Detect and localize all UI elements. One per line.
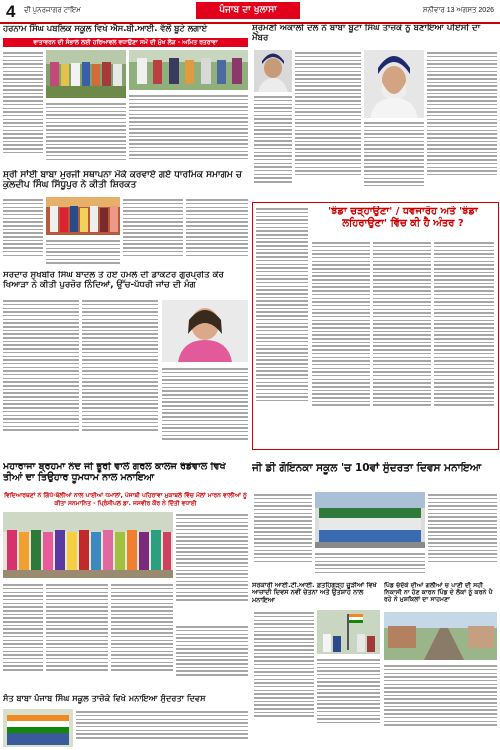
headline-sant-baba: ਸੰਤ ਬਾਬਾ ਪੰਜਾਬ ਸਿੰਘ ਸਕੂਲ ਤਾਜ਼ੋਕੇ ਵਿਖੇ ਮਨਾਇਆ ਸੁੰਦਰਤਾ ਦਿਵਸ (3, 694, 206, 703)
body-text-column (295, 50, 361, 200)
body-text-column (312, 240, 370, 444)
body-text-column (317, 657, 380, 740)
body-text-column (254, 610, 314, 740)
body-text-column (315, 551, 425, 578)
body-text-column (162, 366, 248, 458)
body-text-column (82, 298, 158, 458)
paper-name: ਦੀ ਪੁਨਰਜਾਗਰ ਟਾਇਮ (24, 7, 81, 14)
body-text-column (123, 197, 183, 267)
body-text-column (176, 624, 248, 690)
body-text-column (427, 50, 497, 200)
subhead-school-plantation: ਵਾਤਾਵਰਨ ਦੀ ਸੰਭਾਲ ਲਈ ਹਰਿਆਵਲ ਵਧਾਉਣਾ ਸਮੇਂ ਦੀ ਮੁੱਖ ਲੋੜ - ਅਮਿਤ ਰਤਰਾਵਾ (3, 38, 248, 47)
headline-jhanda: 'ਝੰਡਾ ਚੜ੍ਹਾਉਣਾ' / ਧਵਜਾਰੋਹ ਅਤੇ 'ਝੰਡਾ ਲਹਿਰਾਉਣਾ' ਵਿੱਚ ਕੀ ਹੈ ਅੰਤਰ ? (328, 206, 478, 229)
body-text-column (254, 492, 312, 578)
body-text-column (373, 240, 431, 444)
body-text-column (3, 298, 79, 458)
body-text-column (176, 512, 248, 620)
body-text-column (364, 120, 424, 200)
body-text-column (428, 492, 497, 578)
body-text-column (434, 240, 494, 444)
headline-govt-iti: ਸਰਕਾਰੀ ਆਈ.ਟੀ.ਆਈ. ਫ਼ਤਹਿਗੜ੍ਹ ਚੂੜੀਆਂ ਵਿਖੇ ਆਜ਼ਾਦੀ ਦਿਵਸ ਨਵੀਂ ਚੇਤਨਾ ਅਤੇ ਉਤਸ਼ਾਹ ਨਾਲ ਮਨਾਇਆ (252, 582, 377, 604)
headline-samagam: ਸ਼੍ਰੀ ਸਾਂਈ ਬਾਬਾ ਮੁਰਜੀ ਸਥਾਪਨਾ ਮੌਕੇ ਕਰਵਾਏ ਗਏ ਧਾਰਮਿਕ ਸਮਾਗਮ ਚ ਕੁਲਦੀਪ ਸਿੰਘ ਸਿੱਧੂਪੁਰ ਨੇ ਕੀਤੀ ਸ਼ਿਰਕਤ (3, 170, 243, 191)
headline-badal: ਸਰਦਾਰ ਸੁਖਬੀਰ ਸਿੰਘ ਬਾਦਲ ਤੇ ਹੋਏ ਹਮਲੇ ਦੀ ਡਾਕਟਰ ਗੁਰਪ੍ਰੀਤ ਕੌਰ ਖਿਆੜਾ ਨੇ ਕੀਤੀ ਪੁਰਜ਼ੋਰ ਨਿੰਦਿਆਂ, ਉੱਚ-ਪੱਧਰੀ ਜਾਂਚ ਦੀ ਮੰਗ (3, 271, 224, 290)
body-text-column (3, 197, 43, 267)
headline-drain: ਪਿੰਡ ਚੰਦੋਕੇ ਦੀਆਂ ਗਲੀਆਂ ਚ ਪਾਣੀ ਦੀ ਸਹੀ ਨਿਕਾਸੀ ਨਾ ਹੋਣ ਕਾਰਨ ਪਿੰਡ ਦੇ ਲੋਕਾਂ ਨੂੰ ਕਰਨੇ ਪੈ ਰਹੇ ਨੇ ਮੁਸ਼ਕਿਲਾਂ ਦਾ ਸਾਹਮਣਾ (384, 582, 493, 604)
photo-iti-flag-hoisting (317, 610, 380, 654)
body-text-column (186, 197, 248, 267)
body-text-column (3, 582, 43, 690)
body-text-column (384, 663, 497, 740)
photo-goenka-students (315, 492, 425, 548)
headline-school-plantation: ਹਰਨਾਮ ਸਿੰਘ ਪਬਲਿਕ ਸਕੂਲ ਵਿਖੇ ਐਸ.ਬੀ.ਆਈ. ਵੱਲੋਂ ਬੂਟੇ ਲਗਾਏ (3, 24, 208, 33)
body-text-column (46, 582, 108, 690)
body-text-column (3, 50, 43, 168)
page-header (0, 0, 500, 24)
body-text-column (46, 238, 120, 268)
page-number: 4 (6, 2, 16, 21)
photo-plantation-group (46, 50, 126, 98)
headline-goenka: ਜੀ ਡੀ ਗੋਇਨਕਾ ਸਕੂਲ 'ਚ 10ਵਾਂ ਸੁੰਦਰਤਾ ਦਿਵਸ ਮਨਾਇਆ (252, 462, 482, 474)
photo-teeyan-group (3, 512, 173, 578)
headline-akali-dal: ਸ਼੍ਰੋਮਣੀ ਅਕਾਲੀ ਦਲ ਨੇ ਬਾਬਾ ਬੂਟਾ ਸਿੰਘ ਤਾਜ਼ੋਕੇ ਨੂੰ ਬਣਾਇਆ ਪੀਏਸੀ ਦਾ ਮੈਂਬਰ (252, 24, 481, 43)
photo-tree-planting (129, 50, 248, 90)
issue-date: ਸ਼ਨੀਵਾਰ 13 ਅਗਸਤ 2026 (422, 7, 494, 14)
section-title: ਪੰਜਾਬ ਦਾ ਖੁਲਾਸਾ (196, 2, 300, 19)
photo-samagam (46, 197, 120, 235)
photo-portrait-woman (162, 300, 248, 362)
body-text-column (46, 101, 126, 167)
body-text-column (254, 94, 292, 199)
photo-village-street (384, 612, 497, 660)
body-text-column (111, 582, 173, 690)
photo-party-leader (254, 50, 292, 92)
headline-teeyan: ਮਹਾਰਾਜਾ ਬ੍ਰਹਮਾ ਨੰਦ ਜੀ ਭੂਰੀ ਵਾਲੇ ਗਰਲ ਕਾਲਜ ਰੰਡੇਵਾਲ ਵਿਖੇ ਤੀਆਂ ਦਾ ਤਿਉਹਾਰ ਧੂਮਧਾਮ ਨਾਲ ਮਨਾਇਆ (3, 462, 226, 483)
subhead-teeyan: ਵਿਦਿਆਰਥਣਾਂ ਨੇ ਗਿੱਧੇ-ਬੋਲੀਆਂ ਨਾਲ ਪਾਈਆਂ ਧਮਾਲਾਂ, ਪੰਜਾਬੀ ਪਹਿਰਾਵਾ ਮੁਕਾਬਲੇ ਵਿੱਚ ਮੱਲਾਂ ਮਾਰਨ ਵਾਲੀਆਂ ਨੂੰ ਕੀਤਾ ਸਨਮਾਨਿਤ - ਪ੍ਰਿੰਸੀਪਲ ਡਾ. ਜਸਵੀਰ ਕੌਰ ਨੇ ਦਿੱਤੀ ਵਧਾਈ (4, 492, 247, 507)
photo-sant-baba-school (3, 709, 73, 747)
body-text-column (129, 93, 248, 168)
body-text-column (256, 206, 308, 444)
photo-baba-buta-singh (364, 50, 424, 118)
body-text-column (76, 709, 248, 747)
